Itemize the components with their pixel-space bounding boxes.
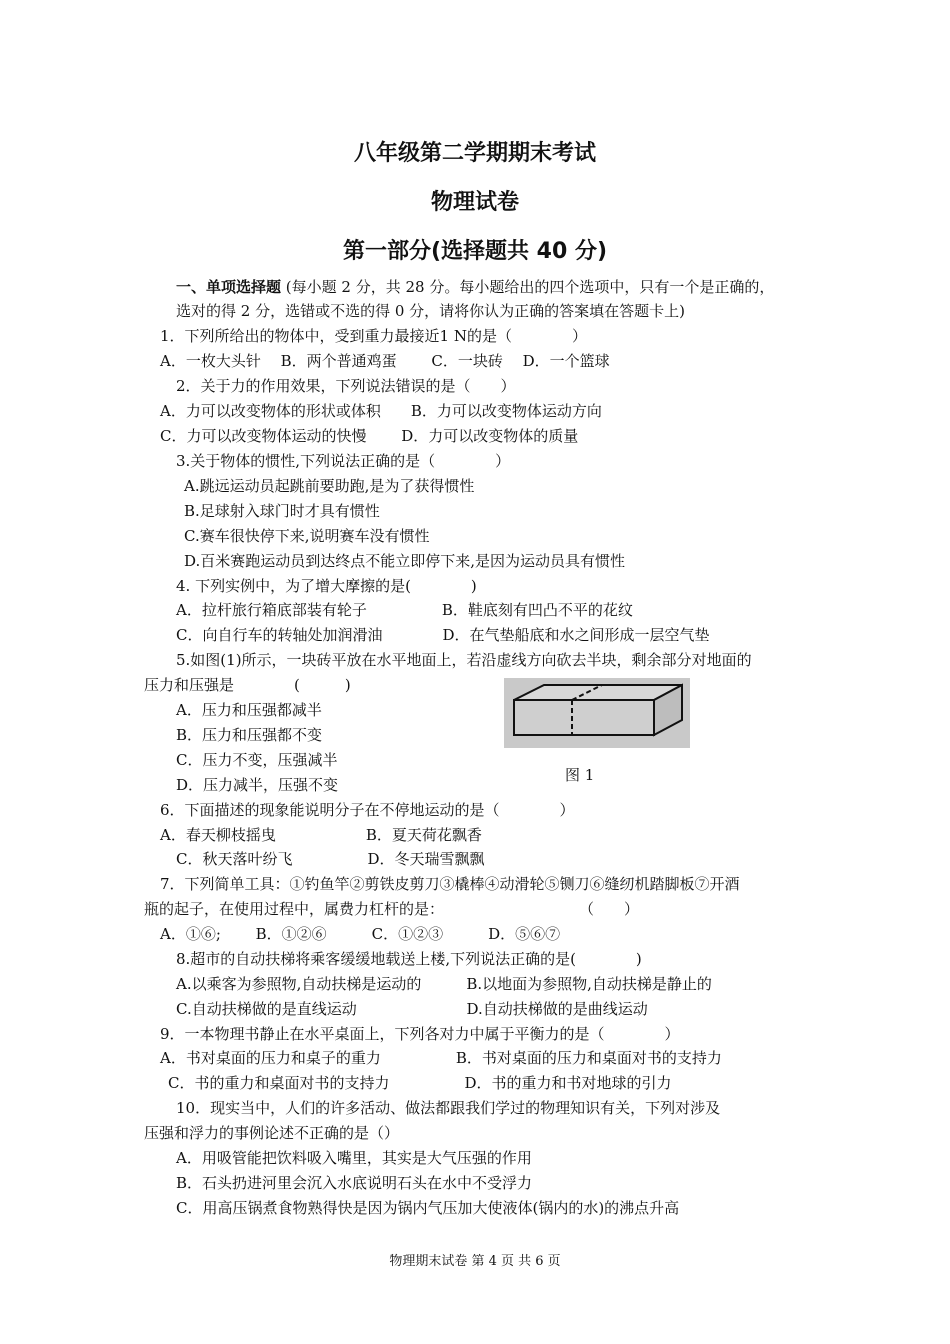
section-instructions-2: 选对的得 2 分，选错或不选的得 0 分，请将你认为正确的答案填在答题卡上) — [176, 302, 686, 320]
q9-stem: 9．一本物理书静止在水平桌面上，下列各对力中属于平衡力的是（ ） — [160, 1025, 680, 1043]
q2-options-cd: C．力可以改变物体运动的快慢 D．力可以改变物体的质量 — [160, 427, 579, 445]
q7-stem-1: 7．下列简单工具：①钓鱼竿②剪铁皮剪刀③橇棒④动滑轮⑤铡刀⑥缝纫机踏脚板⑦开酒 — [160, 875, 740, 893]
q10-option-a: A．用吸管能把饮料吸入嘴里，其实是大气压强的作用 — [176, 1149, 532, 1167]
brick-illustration — [504, 678, 690, 748]
section-instructions-1: (每小题 2 分，共 28 分。每小题给出的四个选项中，只有一个是正确的， — [285, 278, 775, 296]
q6-options-cd: C．秋天落叶纷飞 D．冬天瑞雪飘飘 — [176, 850, 485, 868]
q3-option-b: B.足球射入球门时才具有惯性 — [184, 502, 380, 520]
q5-option-a: A．压力和压强都减半 — [176, 701, 322, 719]
section-heading: 一、单项选择题 — [176, 278, 282, 296]
q5-option-d: D．压力减半，压强不变 — [176, 776, 339, 794]
q8-options-ab: A.以乘客为参照物,自动扶梯是运动的 B.以地面为参照物,自动扶梯是静止的 — [176, 975, 712, 993]
section-instructions-line-1 — [176, 277, 774, 297]
q3-option-a: A.跳远运动员起跳前要助跑,是为了获得惯性 — [184, 477, 475, 495]
part-title: 第一部分(选择题共 40 分) — [342, 239, 608, 264]
q6-stem: 6．下面描述的现象能说明分子在不停地运动的是（ ） — [160, 801, 575, 819]
q1-stem: 1．下列所给出的物体中，受到重力最接近1 N的是（ ） — [160, 327, 587, 345]
q8-options-cd: C.自动扶梯做的是直线运动 D.自动扶梯做的是曲线运动 — [176, 1000, 648, 1018]
q9-options-cd: C．书的重力和桌面对书的支持力 D．书的重力和书对地球的引力 — [168, 1074, 672, 1092]
q10-stem-1: 10．现实当中，人们的许多活动、做法都跟我们学过的物理知识有关，下列对涉及 — [176, 1099, 721, 1117]
q1-options: A．一枚大头针 B．两个普通鸡蛋 C．一块砖 D．一个篮球 — [160, 352, 610, 370]
q2-options-ab: A．力可以改变物体的形状或体积 B．力可以改变物体运动方向 — [160, 402, 602, 420]
q7-options: A．①⑥; B．①②⑥ C．①②③ D．⑤⑥⑦ — [160, 925, 561, 943]
figure-caption: 图 1 — [565, 766, 595, 784]
q5-stem-1: 5.如图(1)所示，一块砖平放在水平地面上，若沿虚线方向砍去半块，剩余部分对地面的 — [176, 651, 752, 669]
q4-options-cd: C．向自行车的转轴处加润滑油 D．在气垫船底和水之间形成一层空气垫 — [176, 626, 710, 644]
q5-option-c: C．压力不变，压强减半 — [176, 751, 338, 769]
q7-stem-2: 瓶的起子，在使用过程中，属费力杠杆的是： （ ） — [144, 900, 640, 918]
q3-option-c: C.赛车很快停下来,说明赛车没有惯性 — [184, 527, 430, 545]
q2-stem: 2．关于力的作用效果，下列说法错误的是（ ） — [176, 377, 516, 395]
page-footer: 物理期末试卷 第 4 页 共 6 页 — [389, 1254, 561, 1269]
exam-subtitle: 物理试卷 — [430, 190, 519, 215]
q5-stem-2: 压力和压强是 ( ) — [144, 676, 351, 694]
q6-options-ab: A．春天柳枝摇曳 B．夏天荷花飘香 — [160, 826, 482, 844]
q3-option-d: D.百米赛跑运动员到达终点不能立即停下来,是因为运动员具有惯性 — [184, 552, 626, 570]
q3-stem: 3.关于物体的惯性,下列说法正确的是（ ） — [176, 452, 511, 470]
q10-option-c: C．用高压锅煮食物熟得快是因为锅内气压加大使液体(锅内的水)的沸点升高 — [176, 1199, 680, 1217]
q9-options-ab: A．书对桌面的压力和桌子的重力 B．书对桌面的压力和桌面对书的支持力 — [160, 1049, 722, 1067]
q10-stem-2: 压强和浮力的事例论述不正确的是（） — [144, 1124, 400, 1142]
q10-option-b: B．石头扔进河里会沉入水底说明石头在水中不受浮力 — [176, 1174, 533, 1192]
q5-option-b: B．压力和压强都不变 — [176, 726, 323, 744]
brick-figure — [504, 678, 690, 748]
exam-title: 八年级第二学期期末考试 — [353, 141, 596, 166]
q8-stem: 8.超市的自动扶梯将乘客缓缓地载送上楼,下列说法正确的是( ) — [176, 950, 642, 968]
q4-stem: 4. 下列实例中，为了增大摩擦的是( ) — [176, 577, 477, 595]
q4-options-ab: A．拉杆旅行箱底部装有轮子 B．鞋底刻有凹凸不平的花纹 — [176, 601, 633, 619]
